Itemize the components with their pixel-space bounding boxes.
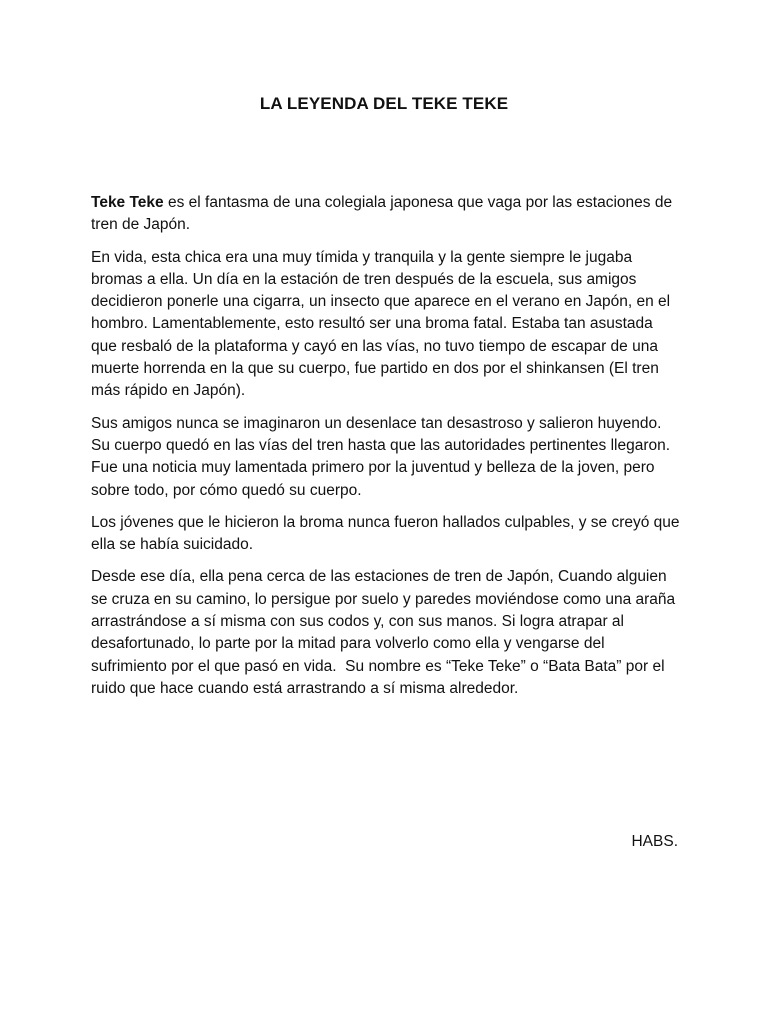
paragraph-3: Los jóvenes que le hicieron la broma nunca fueron hallados culpables, y se creyó que ella se había suicidado.: [91, 513, 680, 554]
paragraph-1: En vida, esta chica era una muy tímida y tranquila y la gente siempre le jugaba bromas a ella. Un día en la estación de tren después de la escuela, sus amigos decidieron ponerle una cigarra, un insecto que aparece en el verano en Japón, en el hombro. Lamentablemente, esto resultó ser una broma fatal. Estaba tan asustada que resbaló de la plataforma y cayó en las vías, no tuvo tiempo de escapar de una muerte horrenda en la que su cuerpo, fue partido en dos por el shinkansen (El tren más rápido en Japón).: [91, 248, 671, 400]
author-signature: HABS.: [631, 833, 678, 850]
document-body: [91, 192, 681, 710]
intro-bold-term: Teke Teke: [91, 194, 164, 211]
intro-paragraph: [91, 192, 681, 237]
intro-text: es el fantasma de una colegiala japonesa que vaga por las estaciones de tren de Japón.: [91, 194, 673, 234]
paragraph-4: Desde ese día, ella pena cerca de las estaciones de tren de Japón, Cuando alguien se cruza en su camino, lo persigue por suelo y paredes moviéndose como una araña arrastrándose a sí misma con sus codos y, con sus manos. Si logra atrapar al desafortunado, lo parte por la mitad para volverlo como ella y vengarse del sufrimiento por el que pasó en vida. Su nombre es “Teke Teke” o “Bata Bata” por el ruido que hace cuando está arrastrando a sí misma alrededor.: [91, 568, 680, 697]
document-title: LA LEYENDA DEL TEKE TEKE: [259, 94, 509, 113]
paragraph-2: Sus amigos nunca se imaginaron un desenlace tan desastroso y salieron huyendo. Su cuerpo quedó en las vías del tren hasta que las autoridades pertinentes llegaron. Fue una noticia muy lamentada primero por la juventud y belleza de la joven, pero sobre todo, por cómo quedó su cuerpo.: [91, 414, 671, 499]
